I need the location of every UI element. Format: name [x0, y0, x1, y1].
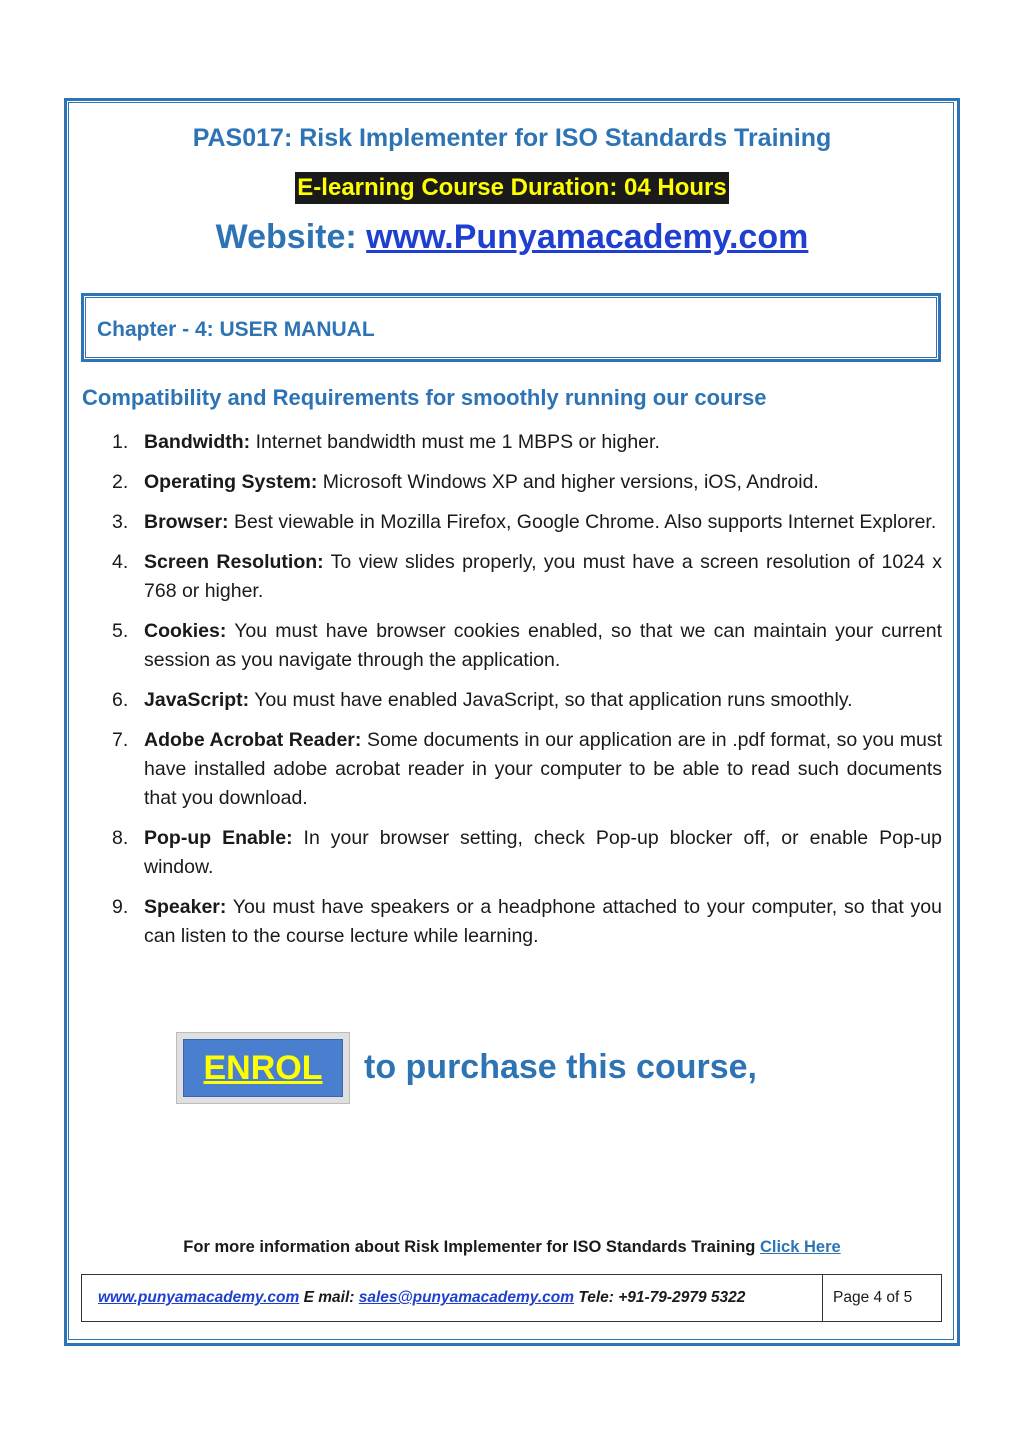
list-item-term: Cookies: — [144, 620, 227, 642]
enrol-button-face[interactable] — [183, 1039, 343, 1097]
list-item — [104, 617, 942, 675]
list-item-text: To view slides properly, you must have a screen resolution of 1024 x 768 or higher. — [144, 551, 942, 602]
list-item-text: You must have browser cookies enabled, so that we can maintain your current session as you navigate through the application. — [144, 620, 942, 671]
list-item — [104, 824, 942, 882]
list-item-text: Some documents in our application are in .pdf format, so you must have installed adobe acrobat reader in your computer to be able to read such documents that you download. — [144, 729, 943, 809]
list-item — [104, 686, 942, 715]
list-item-number: 6. — [112, 689, 129, 711]
list-item-term: Adobe Acrobat Reader: — [144, 729, 362, 751]
list-item-term: Screen Resolution: — [144, 551, 324, 573]
list-item — [104, 468, 942, 497]
list-item — [104, 893, 942, 951]
list-item-term: Operating System: — [144, 471, 318, 493]
list-item-term: Pop-up Enable: — [144, 827, 293, 849]
list-item-number: 4. — [112, 551, 129, 573]
list-item-text: In your browser setting, check Pop-up blocker off, or enable Pop-up window. — [144, 827, 942, 878]
chapter-heading: Chapter - 4: USER MANUAL — [97, 318, 375, 341]
list-item-text: Internet bandwidth must me 1 MBPS or higher. — [250, 431, 660, 453]
section-heading: Compatibility and Requirements for smoothly running our course — [82, 385, 767, 410]
more-info-text: For more information about Risk Implementer for ISO Standards Training — [183, 1238, 760, 1256]
list-item-text: You must have enabled JavaScript, so that application runs smoothly. — [249, 689, 853, 711]
footer-divider — [822, 1274, 823, 1322]
footer-email-label: E mail: — [299, 1289, 359, 1306]
click-here-link[interactable]: Click Here — [759, 1238, 841, 1256]
list-item-number: 1. — [112, 431, 129, 453]
list-item-term: Browser: — [144, 511, 229, 533]
list-item — [104, 508, 942, 537]
enrol-button-label[interactable]: ENROL — [203, 1048, 323, 1087]
duration-banner — [0, 172, 1024, 204]
footer-email-link[interactable]: sales@punyamacademy.com — [358, 1289, 575, 1306]
footer-contact — [98, 1289, 745, 1307]
list-item-text: Microsoft Windows XP and higher versions, iOS, Android. — [317, 471, 819, 493]
list-item-text: Best viewable in Mozilla Firefox, Google Chrome. Also supports Internet Explorer. — [228, 511, 937, 533]
enrol-button[interactable] — [176, 1032, 350, 1104]
website-line — [0, 218, 1024, 257]
footer-website-link[interactable]: www.punyamacademy.com — [98, 1289, 300, 1306]
page-number: Page 4 of 5 — [833, 1289, 913, 1306]
list-item — [104, 726, 942, 813]
website-label: Website: — [215, 218, 367, 256]
list-item-number: 3. — [112, 511, 129, 533]
list-item-number: 9. — [112, 896, 129, 918]
duration-text: E-learning Course Duration: 04 Hours — [295, 172, 728, 204]
list-item-number: 5. — [112, 620, 129, 642]
enrol-caption: to purchase this course, — [364, 1048, 757, 1086]
more-info-line — [0, 1238, 1024, 1257]
list-item-text: You must have speakers or a headphone attached to your computer, so that you can listen to the course lecture while learning. — [144, 896, 942, 947]
list-item-term: JavaScript: — [144, 689, 250, 711]
list-item-number: 7. — [112, 729, 129, 751]
list-item-term: Speaker: — [144, 896, 227, 918]
list-item-number: 2. — [112, 471, 129, 493]
list-item-number: 8. — [112, 827, 129, 849]
list-item — [104, 428, 942, 457]
course-title: PAS017: Risk Implementer for ISO Standards Training — [192, 124, 832, 152]
list-item — [104, 548, 942, 606]
requirements-list — [104, 428, 942, 962]
list-item-term: Bandwidth: — [144, 431, 251, 453]
footer-tele: Tele: +91-79-2979 5322 — [574, 1289, 746, 1306]
website-link[interactable]: www.Punyamacademy.com — [366, 218, 809, 256]
